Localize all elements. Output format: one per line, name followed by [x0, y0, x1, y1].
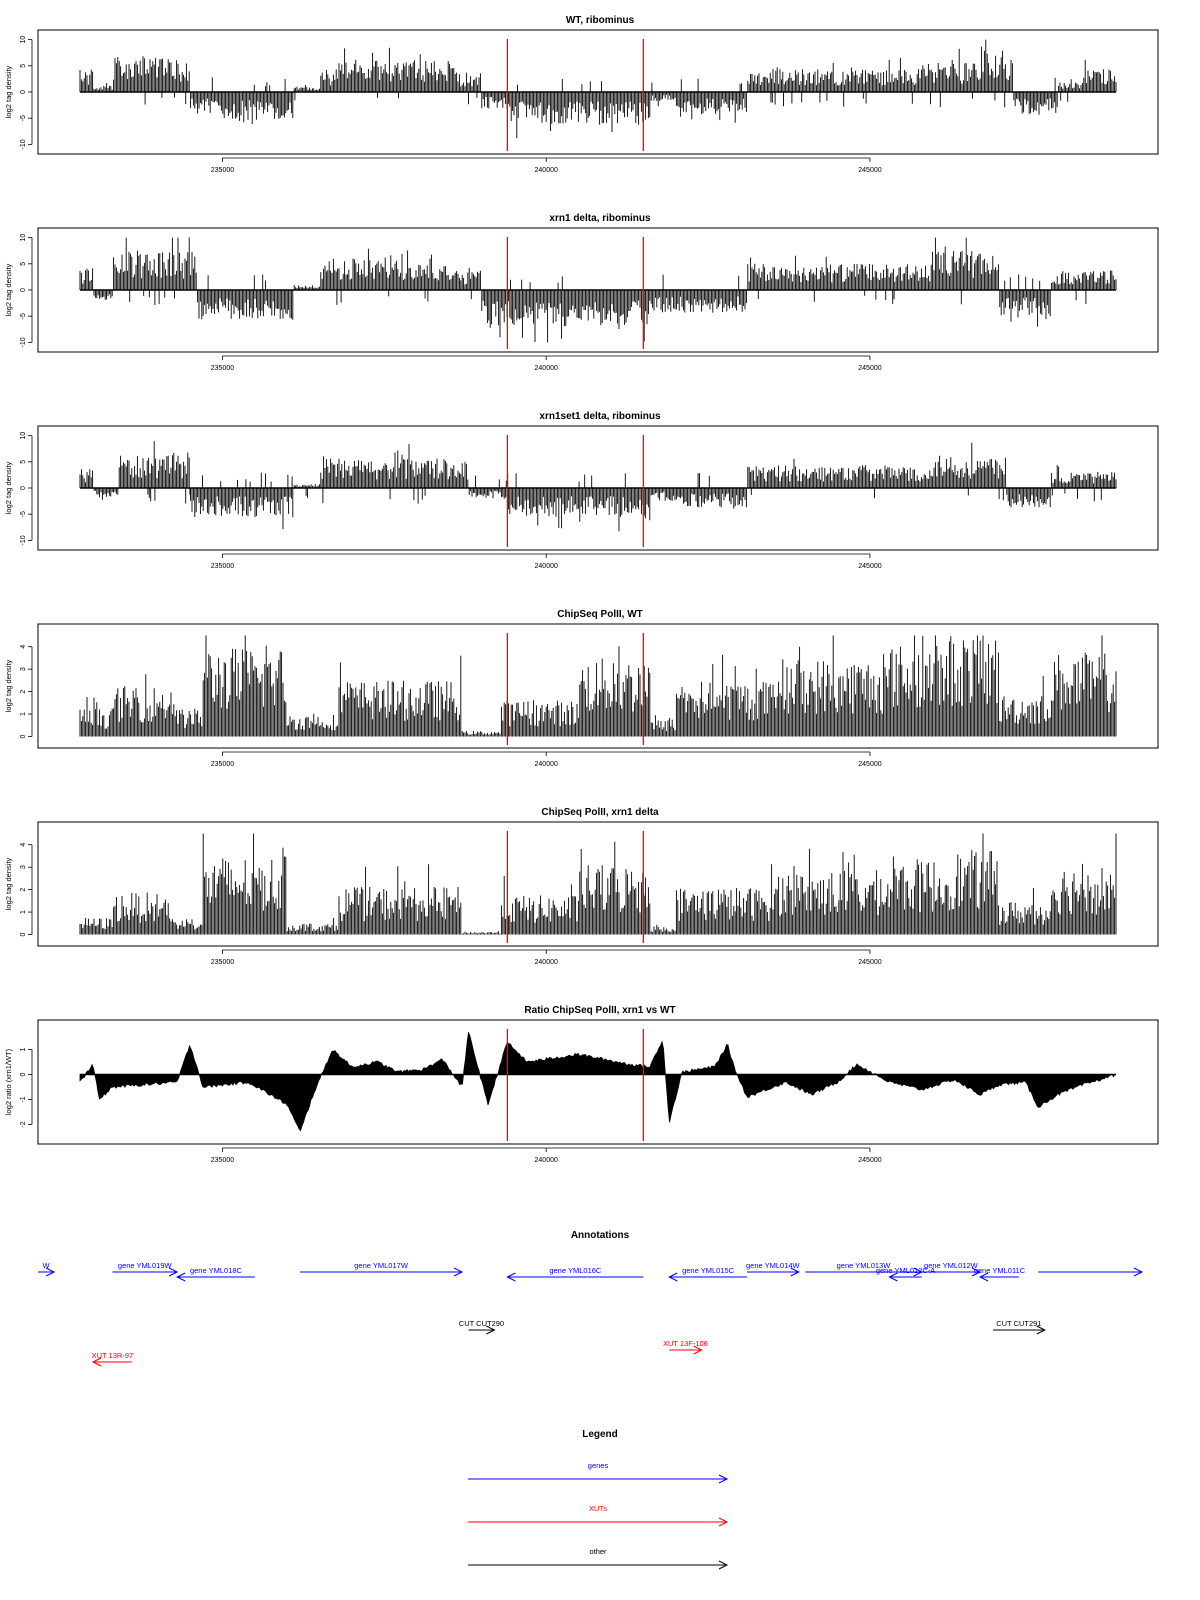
x-tick-label: 235000	[210, 761, 235, 768]
y-axis-label: log2 tag density	[4, 65, 13, 119]
annotation-label: gene YML015C	[682, 1266, 735, 1275]
panel-title: xrn1set1 delta, ribominus	[539, 411, 661, 422]
y-tick-label: 10	[20, 233, 27, 242]
y-tick-label: -5	[20, 313, 27, 320]
y-axis-label: log2 tag density	[4, 263, 13, 317]
annotation-label: CUT CUT291	[996, 1319, 1042, 1328]
panel-title: Ratio ChipSeq PolII, xrn1 vs WT	[524, 1005, 676, 1016]
y-axis-label: log2 tag density	[4, 857, 13, 911]
y-tick-label: 0	[20, 734, 27, 739]
y-tick-label: 5	[20, 63, 27, 68]
x-tick-label: 235000	[210, 1157, 235, 1164]
x-tick-label: 245000	[858, 167, 882, 174]
annotation-label: XUT 13R-97	[91, 1351, 134, 1360]
y-axis-label: log2 tag density	[4, 461, 13, 515]
y-tick-label: 4	[20, 842, 27, 847]
y-tick-label: 3	[20, 667, 27, 672]
annotation-label: gene YML017W	[354, 1261, 408, 1270]
annotation-label: gene YML019W	[117, 1261, 172, 1270]
annotation-label: W	[42, 1261, 50, 1270]
x-tick-label: 240000	[534, 167, 558, 174]
x-tick-label: 240000	[534, 1157, 558, 1164]
x-tick-label: 245000	[858, 563, 882, 570]
x-tick-label: 245000	[858, 959, 882, 966]
y-tick-label: -1	[20, 1096, 27, 1103]
y-tick-label: 3	[20, 865, 27, 870]
x-tick-label: 240000	[534, 959, 558, 966]
y-tick-label: 0	[20, 1072, 27, 1077]
y-tick-label: -2	[20, 1121, 27, 1128]
annotation-label: gene YML016C	[549, 1266, 602, 1275]
legend-label: XUTs	[589, 1504, 607, 1513]
annotation-label: gene YML011C	[973, 1266, 1026, 1275]
x-tick-label: 235000	[210, 365, 235, 372]
y-tick-label: 1	[20, 910, 27, 915]
x-tick-label: 235000	[210, 563, 235, 570]
annotation-label: gene YML013W	[836, 1261, 891, 1270]
legend-label: other	[589, 1547, 607, 1556]
y-tick-label: 2	[20, 689, 27, 694]
y-tick-label: 4	[20, 644, 27, 649]
y-tick-label: -5	[20, 511, 27, 518]
y-tick-label: -10	[20, 535, 27, 546]
y-tick-label: 0	[20, 932, 27, 937]
y-axis-label: log2 ratio (xrn1/WT)	[4, 1048, 13, 1116]
y-axis-label: log2 tag density	[4, 659, 13, 713]
panel-title: ChipSeq PolII, xrn1 delta	[541, 807, 659, 818]
annotations-title: Annotations	[570, 1230, 630, 1241]
panel-title: xrn1 delta, ribominus	[549, 213, 651, 224]
annotation-label: gene YML012C-A	[875, 1266, 936, 1275]
y-tick-label: 10	[20, 35, 27, 44]
x-tick-label: 245000	[858, 1157, 882, 1164]
x-tick-label: 235000	[210, 959, 235, 966]
x-tick-label: 235000	[210, 167, 235, 174]
y-tick-label: 0	[20, 288, 27, 292]
y-tick-label: 10	[20, 431, 27, 440]
y-tick-label: 5	[20, 261, 27, 266]
panel-title: ChipSeq PolII, WT	[557, 609, 643, 620]
y-tick-label: 1	[20, 1047, 27, 1052]
y-tick-label: -10	[20, 139, 27, 150]
y-tick-label: 0	[20, 90, 27, 94]
annotation-label: gene YML014W	[745, 1261, 800, 1270]
legend-label: genes	[587, 1461, 609, 1470]
annotation-label: XUT 13F-106	[662, 1339, 708, 1348]
y-tick-label: -5	[20, 115, 27, 122]
panel-title: WT, ribominus	[565, 15, 635, 26]
annotation-label: gene YML018C	[189, 1266, 242, 1275]
x-tick-label: 240000	[534, 761, 558, 768]
y-tick-label: 5	[20, 459, 27, 464]
x-tick-label: 245000	[858, 365, 882, 372]
y-tick-label: 2	[20, 887, 27, 892]
x-tick-label: 240000	[534, 563, 558, 570]
x-tick-label: 245000	[858, 761, 882, 768]
annotation-label: CUT CUT290	[458, 1319, 505, 1328]
x-tick-label: 240000	[534, 365, 558, 372]
y-tick-label: 0	[20, 486, 27, 490]
y-tick-label: -10	[20, 337, 27, 348]
y-tick-label: 1	[20, 712, 27, 717]
annotation-label: gene YML012W	[924, 1261, 978, 1270]
legend-title: Legend	[582, 1429, 618, 1440]
